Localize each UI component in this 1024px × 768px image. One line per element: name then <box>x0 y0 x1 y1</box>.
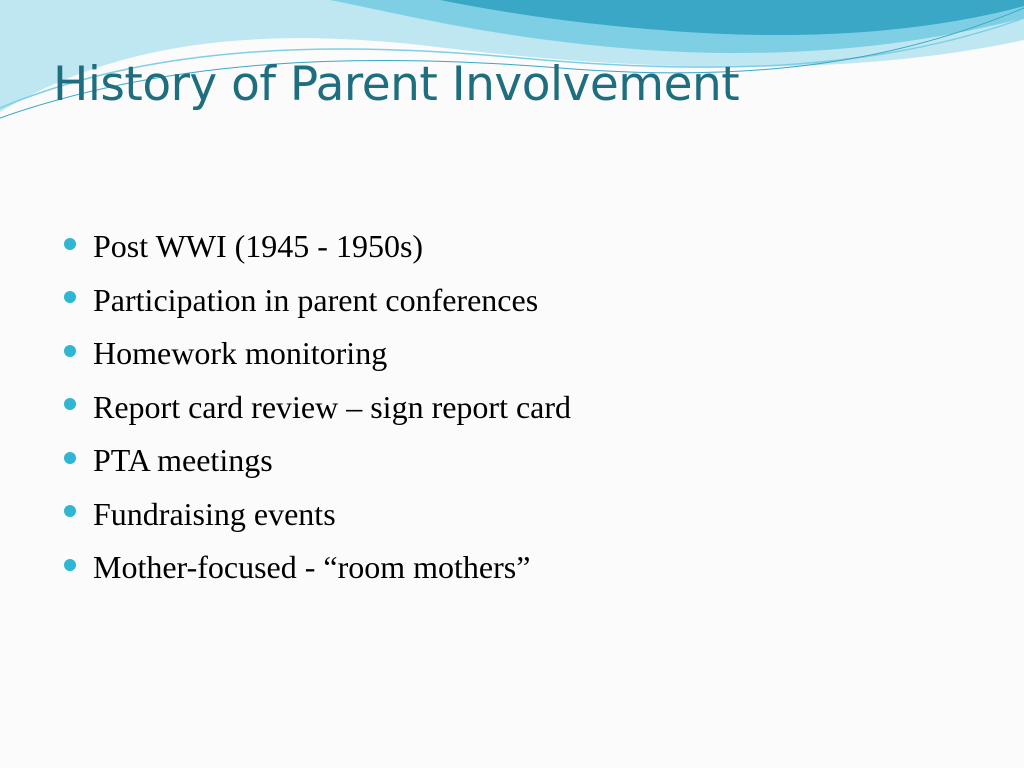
bullet-text: Report card review – sign report card <box>93 388 572 425</box>
bullet-dot-icon <box>64 505 76 517</box>
bullet-dot-icon <box>64 452 76 464</box>
bullet-text: PTA meetings <box>93 442 273 479</box>
bullet-text: Participation in parent conferences <box>93 281 539 318</box>
bullet-text: Homework monitoring <box>93 335 388 372</box>
bullet-item <box>64 381 571 435</box>
bullet-text: Mother-focused - “room mothers” <box>93 549 531 586</box>
bullet-item <box>64 274 571 328</box>
bullet-item <box>64 327 571 381</box>
bullet-dot-icon <box>64 398 76 410</box>
bullet-list <box>64 220 571 595</box>
bullet-text: Fundraising events <box>93 495 336 532</box>
bullet-item <box>64 220 571 274</box>
bullet-item <box>64 488 571 542</box>
bullet-text: Post WWI (1945 - 1950s) <box>93 228 424 265</box>
bullet-dot-icon <box>64 291 76 303</box>
bullet-item <box>64 541 571 595</box>
bullet-dot-icon <box>64 559 76 571</box>
bullet-item <box>64 434 571 488</box>
bullet-dot-icon <box>64 345 76 357</box>
slide-title: History of Parent Involvement <box>53 57 740 112</box>
bullet-dot-icon <box>64 238 76 250</box>
